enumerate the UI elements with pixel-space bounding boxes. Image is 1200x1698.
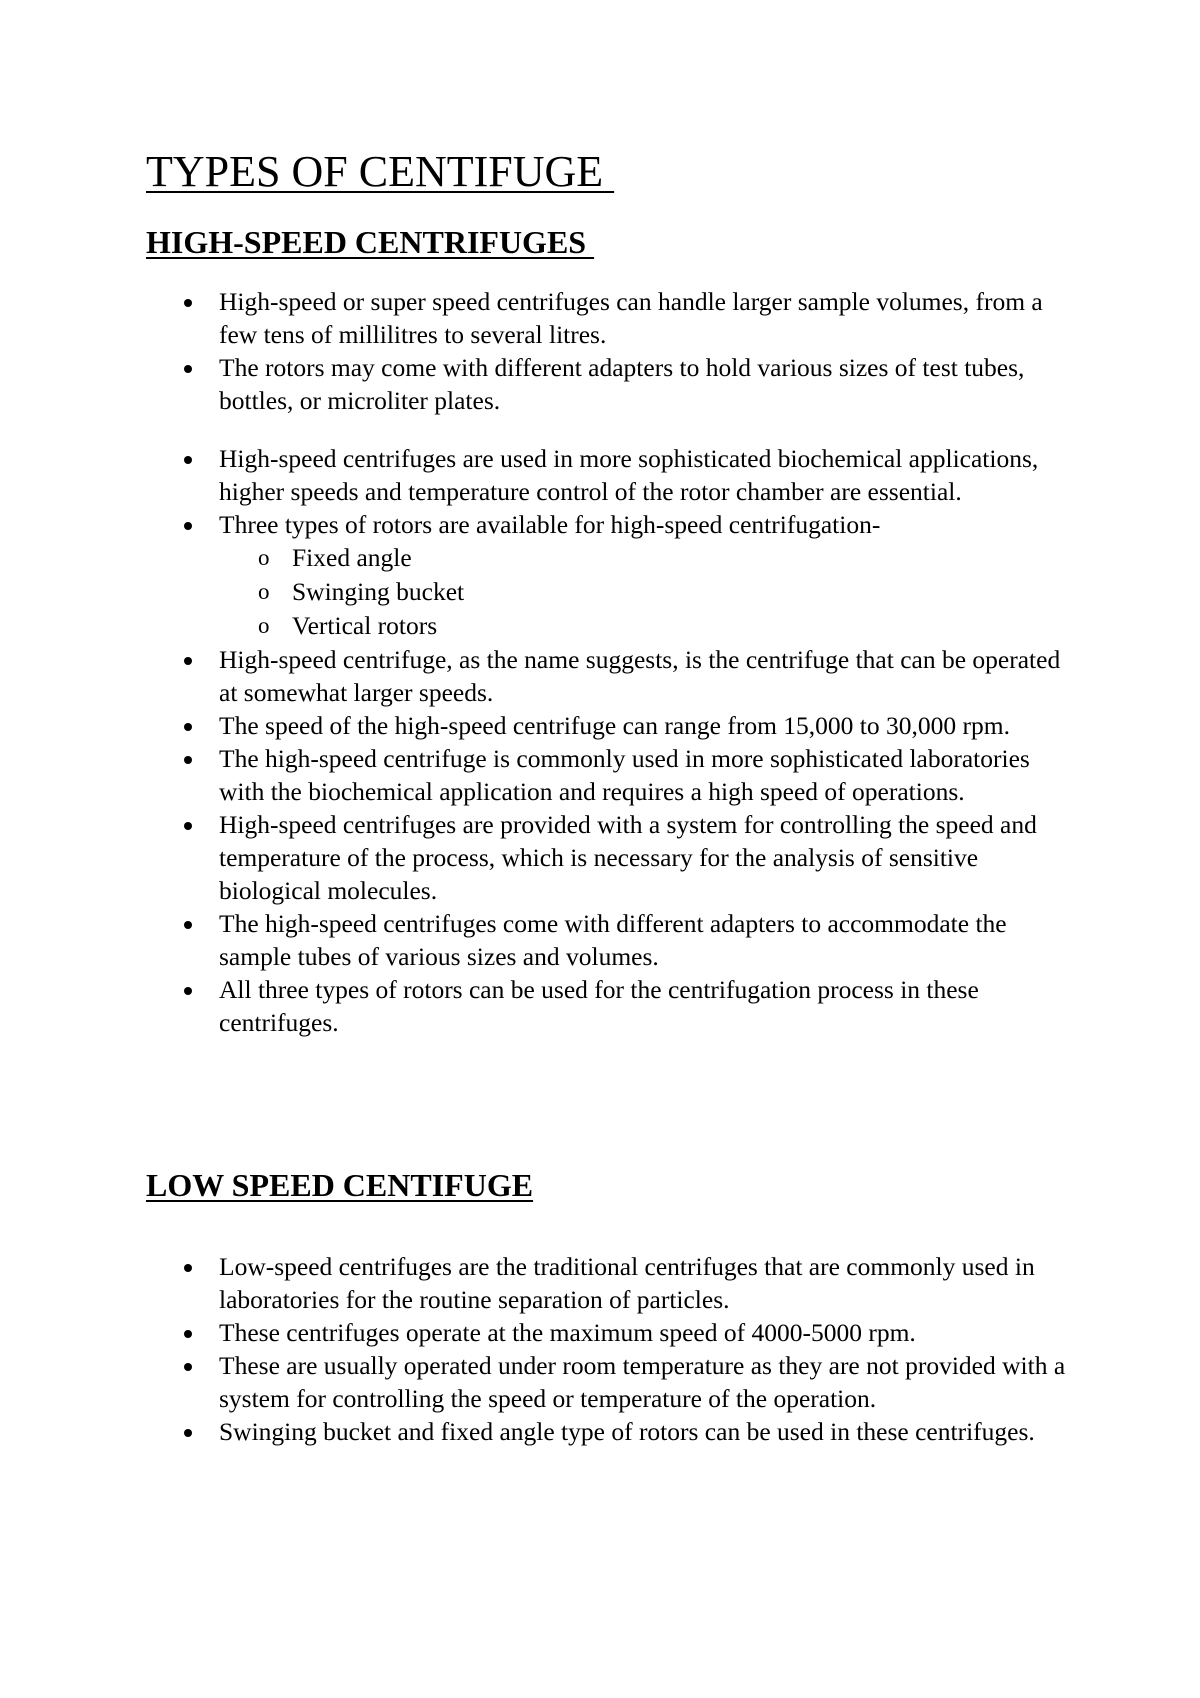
list-item-text: The high-speed centrifuge is commonly used in more sophisticated laboratories with the biochemical application and requires a high speed of operations. (219, 744, 1030, 806)
list-item-text: Three types of rotors are available for high-speed centrifugation- (219, 510, 881, 539)
bullet-icon (184, 299, 192, 307)
bullet-icon (184, 756, 192, 764)
low-speed-bullet-list (0, 1250, 1200, 1448)
list-item (0, 351, 1200, 417)
list-item-text: These centrifuges operate at the maximum speed of 4000-5000 rpm. (219, 1318, 916, 1347)
bullet-icon (184, 723, 192, 731)
bullet-icon (184, 522, 192, 530)
list-item (0, 1349, 1200, 1415)
list-item-text: The speed of the high-speed centrifuge can range from 15,000 to 30,000 rpm. (219, 711, 1010, 740)
list-item-text: The high-speed centrifuges come with different adapters to accommodate the sample tubes of various sizes and volumes. (219, 909, 1007, 971)
circle-bullet-icon: o (258, 613, 270, 638)
circle-bullet-icon: o (258, 545, 270, 570)
bullet-icon (184, 365, 192, 373)
list-item (0, 709, 1200, 742)
sub-list-item-text: Fixed angle (292, 543, 412, 572)
sub-list-item (219, 541, 1070, 575)
list-item-text: Swinging bucket and fixed angle type of rotors can be used in these centrifuges. (219, 1417, 1035, 1446)
list-item (0, 285, 1200, 351)
sub-list-item-text: Vertical rotors (292, 611, 438, 640)
rotor-types-list (219, 541, 1070, 643)
high-speed-bullet-list-b (0, 442, 1200, 1039)
list-item-text: High-speed centrifuges are provided with a system for controlling the speed and temperature of the process, which is necessary for the analysis of sensitive biological molecules. (219, 810, 1037, 905)
list-item-text: High-speed centrifuge, as the name suggests, is the centrifuge that can be operated at somewhat larger speeds. (219, 645, 1061, 707)
list-item-text: Low-speed centrifuges are the traditional centrifuges that are commonly used in laboratories for the routine separation of particles. (219, 1252, 1035, 1314)
bullet-icon (184, 657, 192, 665)
list-item-text: The rotors may come with different adapters to hold various sizes of test tubes, bottles, or microliter plates. (219, 353, 1025, 415)
list-item (0, 508, 1200, 643)
list-item-text: All three types of rotors can be used for the centrifugation process in these centrifuges. (219, 975, 979, 1037)
sub-list-item-text: Swinging bucket (292, 577, 465, 606)
bullet-icon (184, 456, 192, 464)
document-title: TYPES OF CENTIFUGE (146, 147, 615, 196)
list-item-text: High-speed or super speed centrifuges can handle larger sample volumes, from a few tens of millilitres to several litres. (219, 287, 1043, 349)
bullet-icon (184, 822, 192, 830)
list-item (0, 742, 1200, 808)
list-item (0, 808, 1200, 907)
sub-list-item (219, 575, 1070, 609)
bullet-icon (184, 987, 192, 995)
list-item (0, 907, 1200, 973)
list-item (0, 643, 1200, 709)
list-item (0, 1250, 1200, 1316)
section-heading-high-speed: HIGH-SPEED CENTRIFUGES (146, 224, 595, 260)
list-item (0, 1316, 1200, 1349)
bullet-icon (184, 1363, 192, 1371)
sub-list-item (219, 609, 1070, 643)
list-item-text: High-speed centrifuges are used in more sophisticated biochemical applications, higher speeds and temperature control of the rotor chamber are essential. (219, 444, 1039, 506)
list-item (0, 442, 1200, 508)
high-speed-bullet-list-a (0, 285, 1200, 417)
bullet-icon (184, 921, 192, 929)
bullet-icon (184, 1264, 192, 1272)
section-heading-low-speed: LOW SPEED CENTIFUGE (146, 1167, 534, 1203)
list-item (0, 1415, 1200, 1448)
list-item-text: These are usually operated under room temperature as they are not provided with a system for controlling the speed or temperature of the operation. (219, 1351, 1066, 1413)
circle-bullet-icon: o (258, 579, 270, 604)
list-item (0, 973, 1200, 1039)
bullet-icon (184, 1330, 192, 1338)
bullet-icon (184, 1429, 192, 1437)
